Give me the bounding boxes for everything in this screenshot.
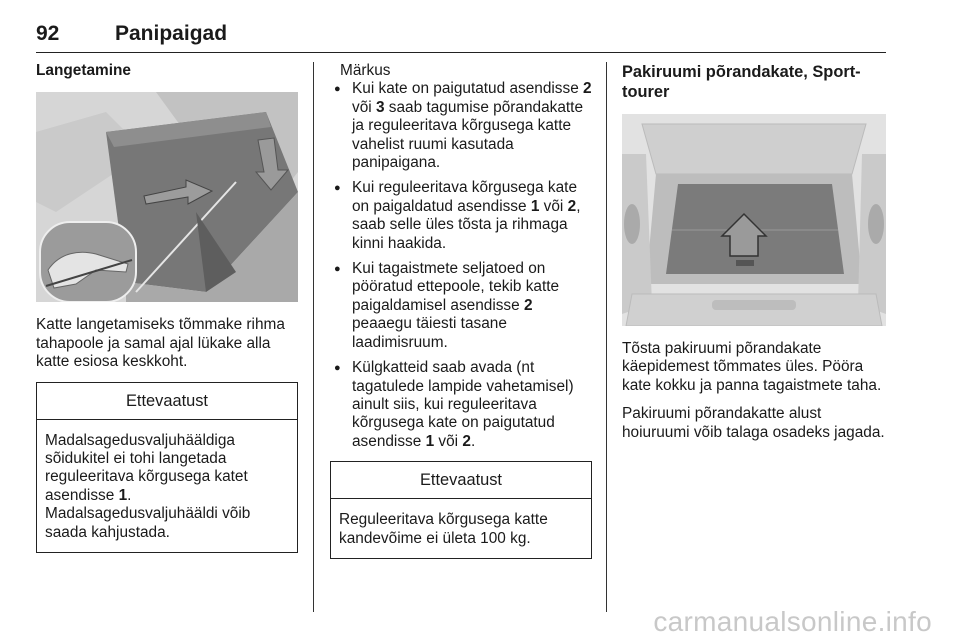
list-item: ● Kui reguleeritava kõrgusega kate on paigaldatud asendisse 1 või 2, saab selle üles tõsta ja rihmaga kinni haakida.	[330, 179, 592, 253]
list-item: ● Kui tagaistmete seljatoed on pööratud ettepoole, tekib katte paigaldamisel asendisse 2 peaaegu täiesti tasane laadimisruum.	[330, 260, 592, 352]
section-subheading: Langetamine	[36, 62, 131, 79]
section-heading: Pakiruumi põrandakate, Sport-tourer	[622, 63, 861, 101]
page-title: Panipaigad	[115, 22, 228, 45]
note-list	[330, 80, 592, 451]
page-number: 92	[36, 22, 60, 45]
page-header	[36, 22, 886, 53]
body-paragraph: Katte langetamiseks tõmmake rihma tahapoole ja samal ajal lükake alla katte esiosa keskkoht.	[36, 316, 285, 371]
column-1	[36, 62, 298, 553]
warning-text: .	[127, 486, 132, 504]
body-paragraph: Pakiruumi põrandakatte alust hoiuruumi võib talaga osadeks jagada.	[622, 405, 885, 441]
warning-box	[330, 461, 592, 559]
watermark: carmanualsonline.info	[653, 606, 932, 637]
warning-body	[331, 499, 591, 558]
warning-text: Madalsagedusvaljuhääldi võib saada kahjustada.	[45, 505, 251, 541]
cargo-floor-cover-illustration	[622, 114, 888, 326]
warning-text: Madalsagedusvaljuhääldiga sõidukitel ei tohi langetada reguleeritava kõrgusega katet asendisse	[45, 431, 248, 504]
warning-text: Reguleeritava kõrgusega katte kandevõime ei ületa 100 kg.	[339, 511, 548, 547]
position-number: 1	[118, 486, 128, 504]
warning-box	[36, 382, 298, 553]
cargo-cover-lowering-illustration	[36, 92, 298, 302]
list-item: ● Külgkatteid saab avada (nt tagatulede lampide vahetamisel) ainult siis, kui reguleeritava kõrgusega kate on paigutatud asendisse 1 või 2.	[330, 359, 592, 451]
list-item: ● Kui kate on paigutatud asendisse 2 või 3 saab tagumise põrandakatte ja reguleeritava kõrgusega katte vahelist ruumi kasutada panipaigana.	[330, 80, 592, 172]
column-2	[330, 62, 592, 559]
warning-heading: Ettevaatust	[331, 462, 591, 499]
body-paragraph: Tõsta pakiruumi põrandakate käepidemest tõmmates üles. Pööra kate kokku ja panna tagaistmete taha.	[622, 340, 882, 394]
warning-body	[37, 420, 297, 552]
column-3	[622, 62, 888, 452]
note-heading: Märkus	[340, 62, 391, 79]
column-divider	[313, 62, 314, 612]
warning-heading: Ettevaatust	[37, 383, 297, 420]
column-divider	[606, 62, 607, 612]
